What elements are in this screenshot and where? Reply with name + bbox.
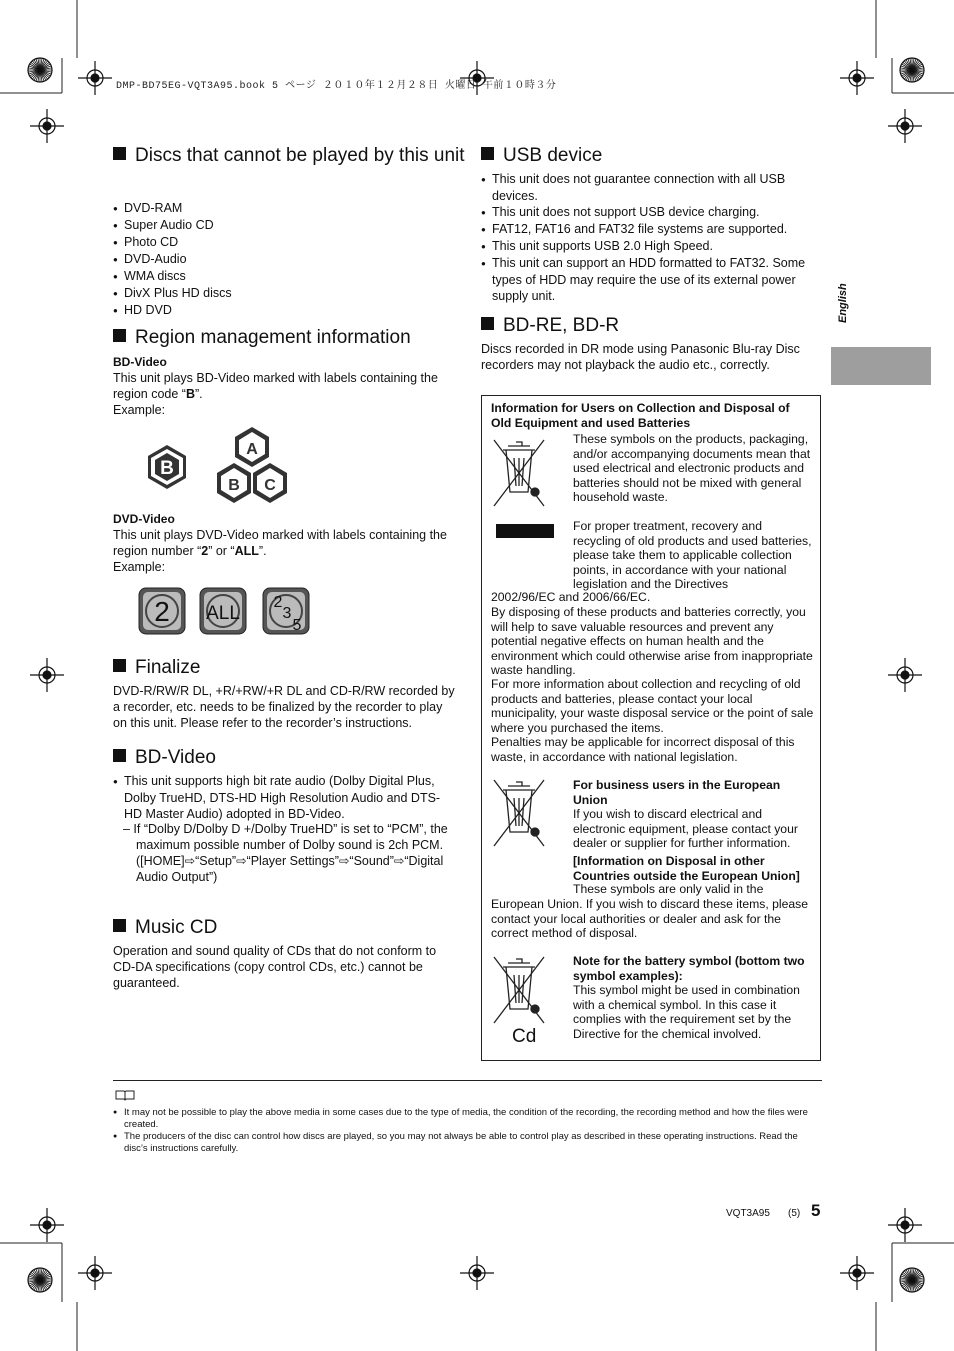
- disposal-info-box: [481, 395, 821, 1061]
- region-heading: Region management information: [113, 325, 453, 350]
- disc-list-item: ● DVD-RAM: [113, 200, 453, 217]
- music-heading: Music CD: [113, 915, 453, 940]
- bdre-text: Discs recorded in DR mode using Panasonic Blu-ray Disc recorders may not playback the audio etc., correctly.: [481, 342, 800, 372]
- bdv-list: [113, 773, 448, 822]
- box-title: Information for Users on Collection and Disposal of Old Equipment and used Batteries: [491, 401, 790, 430]
- box-para-4: For more information about collection and recycling of old products and batteries, please contact your local municipality, your waste disposal service or the point of sale where you purchased the items.: [491, 677, 814, 735]
- bd-badge-b2: B: [228, 477, 240, 494]
- box-para-2b: 2002/96/EC and 2006/66/EC.: [491, 590, 651, 604]
- usb-list-item: ● This unit supports USB 2.0 High Speed.: [481, 238, 811, 255]
- page-header: DMP-BD75EG-VQT3A95.book 5 ページ ２０１０年１２月２８日 火曜日 午前１０時３分: [116, 81, 557, 92]
- bdv-heading: BD-Video: [113, 745, 453, 770]
- bdv-bullet: ● This unit supports high bit rate audio (Dolby Digital Plus, Dolby TrueHD, DTS-HD High Resolution Audio and DTS-HD Master Audio) adopted in BD-Video.: [113, 773, 448, 822]
- dvd-region-badges: [138, 587, 318, 637]
- dvd-badge-all: ALL: [206, 603, 240, 624]
- disc-list-item: ● DivX Plus HD discs: [113, 285, 453, 302]
- usb-list-item: ● This unit can support an HDD formatted to FAT32. Some types of HDD may require the use of its external power supply unit.: [481, 255, 811, 304]
- dvdvideo-region-text: This unit plays DVD-Video marked with labels containing the region number “2” or “ALL”. Example:: [113, 528, 447, 574]
- book-icon: [115, 1089, 135, 1101]
- language-label: English: [837, 283, 849, 323]
- disc-list-item: ● HD DVD: [113, 302, 453, 319]
- finalize-text: DVD-R/RW/R DL, +R/+RW/+R DL and CD-R/RW recorded by a recorder, etc. needs to be finalized by the recorder to play on this unit. Please refer to the recorder’s instructions.: [113, 684, 455, 730]
- cadmium-symbol: Cd: [512, 1026, 537, 1047]
- bd-badge-c: C: [264, 477, 276, 494]
- finalize-heading: Finalize: [113, 655, 453, 680]
- note-item: ● It may not be possible to play the above media in some cases due to the type of media, the condition of the recording, the recording method and how the files were created.: [113, 1107, 822, 1131]
- usb-list-item: ● This unit does not guarantee connection with all USB devices.: [481, 171, 811, 204]
- black-bar-symbol: [496, 524, 554, 538]
- battery-note-text: This symbol might be used in combination with a chemical symbol. In this case it complies with the requirement set by the Directive for the chemical involved.: [573, 983, 800, 1041]
- discs-list: [113, 200, 453, 319]
- bdvideo-region-text: This unit plays BD-Video marked with labels containing the region code “B”. Example:: [113, 371, 438, 417]
- dvd-badge-2: 2: [154, 596, 170, 627]
- notes-list: [113, 1107, 822, 1155]
- notes-section: [113, 1080, 822, 1154]
- other-countries-text: These symbols are only valid in the: [573, 882, 764, 896]
- footer-subpage: (5): [788, 1208, 801, 1219]
- other-countries-text-2: European Union. If you wish to discard these items, please contact your local authorities or dealer and ask for the correct method of disposal.: [491, 897, 809, 940]
- usb-list-item: ● FAT12, FAT16 and FAT32 file systems are supported.: [481, 221, 811, 238]
- dvd-badge-5: 5: [292, 617, 302, 634]
- bd-badge-b: B: [160, 458, 174, 479]
- business-title: For business users in the European Union: [573, 778, 781, 807]
- music-text: Operation and sound quality of CDs that do not conform to CD-DA specifications (copy control CDs, etc.) cannot be guaranteed.: [113, 944, 437, 990]
- dvdvideo-subheading: DVD-Video: [113, 512, 175, 526]
- box-para-5: Penalties may be applicable for incorrect disposal of this waste, in accordance with national legislation.: [491, 735, 795, 764]
- bdv-dash-note: – If “Dolby D/Dolby D +/Dolby TrueHD” is set to “PCM”, the maximum possible number of Dolby sound is 2ch PCM. ([HOME]⇨“Setup”⇨“Player Settings”⇨“Sound”⇨“Digital Audio Output”): [123, 822, 448, 884]
- dvd-badge-2b: 2: [273, 594, 283, 611]
- bdvideo-subheading: BD-Video: [113, 355, 167, 369]
- bdre-heading: BD-RE, BD-R: [481, 313, 821, 338]
- page-number: 5: [811, 1201, 821, 1220]
- box-para-2: For proper treatment, recovery and recycling of old products and used batteries, please take them to applicable collection points, in accordance with your national legislation and the Directives: [573, 519, 812, 591]
- language-tab: [831, 347, 931, 385]
- dvd-badge-3: 3: [282, 605, 292, 622]
- disc-list-item: ● WMA discs: [113, 268, 453, 285]
- discs-heading: Discs that cannot be played by this unit: [113, 143, 476, 168]
- bd-badge-a: A: [246, 441, 258, 458]
- usb-heading: USB device: [481, 143, 821, 168]
- usb-list-item: ● This unit does not support USB device charging.: [481, 204, 811, 221]
- note-item: ● The producers of the disc can control how discs are played, so you may not always be able to control play as described in these operating instructions. Read the disc’s instructions carefully.: [113, 1131, 822, 1155]
- disc-list-item: ● Super Audio CD: [113, 217, 453, 234]
- box-para-3: By disposing of these products and batteries correctly, you will help to save valuable resources and prevent any potential negative effects on human health and the environment which could otherwise arise from inappropriate waste handling.: [491, 605, 813, 677]
- crossed-bin-icon-business: [490, 776, 548, 852]
- footer-code: VQT3A95: [726, 1208, 770, 1219]
- disc-list-item: ● DVD-Audio: [113, 251, 453, 268]
- usb-list: [481, 171, 811, 304]
- battery-note-title: Note for the battery symbol (bottom two symbol examples):: [573, 954, 805, 983]
- business-text: If you wish to discard electrical and electronic equipment, please contact your dealer or supplier for further information.: [573, 807, 798, 850]
- crossed-bin-icon-battery: [490, 953, 548, 1029]
- box-para-1: These symbols on the products, packaging, and/or accompanying documents mean that used electrical and electronic products and batteries should not be mixed with general household waste.: [573, 432, 811, 504]
- bd-region-badges: [145, 425, 295, 507]
- other-countries-title: [Information on Disposal in other Countries outside the European Union]: [573, 854, 800, 883]
- disc-list-item: ● Photo CD: [113, 234, 453, 251]
